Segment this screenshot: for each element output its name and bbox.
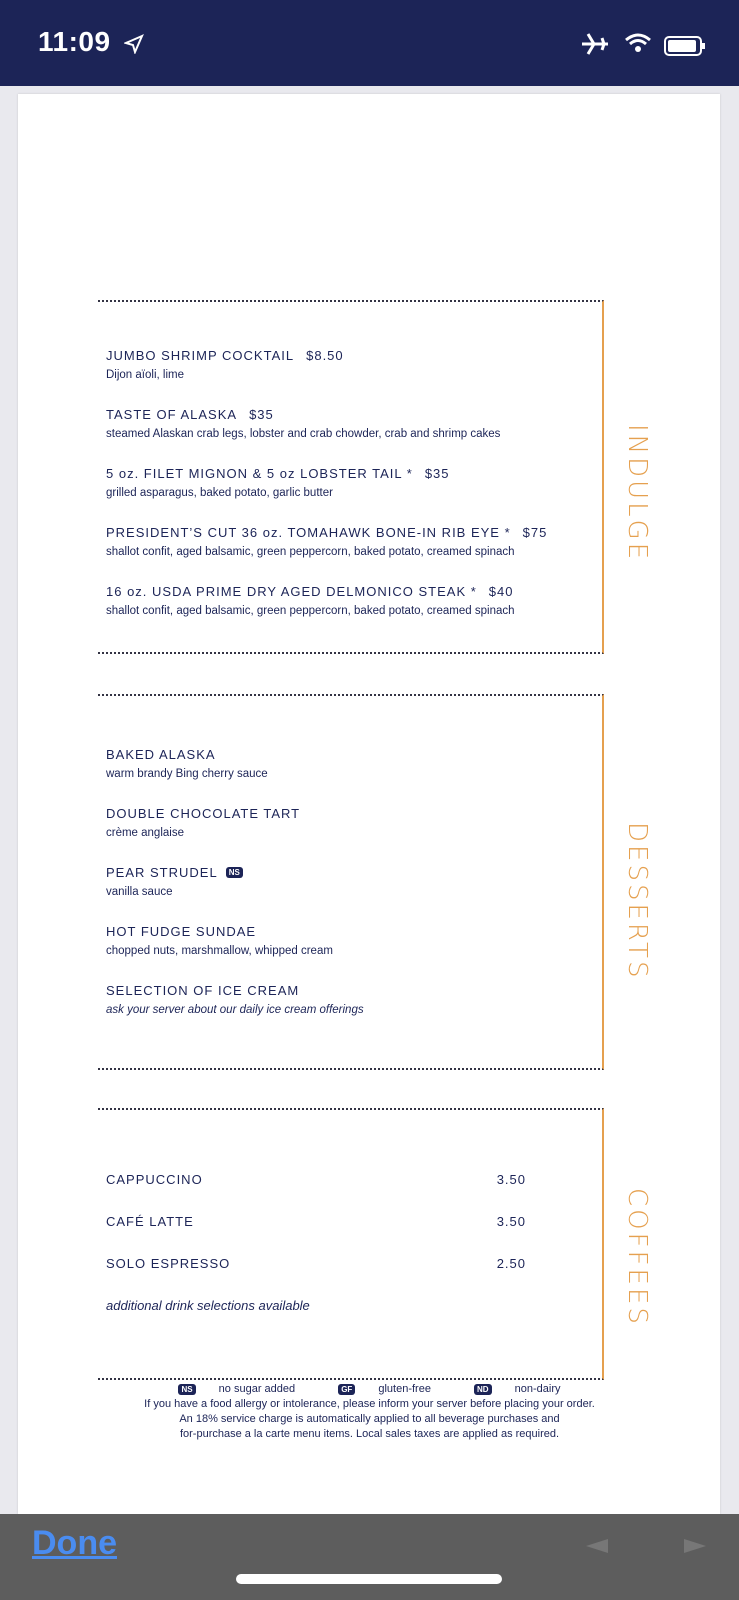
- item-price: 3.50: [496, 1214, 526, 1229]
- coffee-item: [106, 1214, 526, 1229]
- section-desserts: [98, 694, 604, 1070]
- allergy-note: If you have a food allergy or intolerance, please inform your server before placing your order.: [144, 1398, 595, 1410]
- item-description: steamed Alaskan crab legs, lobster and crab chowder, crab and shrimp cakes: [106, 428, 501, 440]
- done-button[interactable]: Done: [32, 1524, 117, 1562]
- item-name: PRESIDENT’S CUT 36 oz. TOMAHAWK BONE-IN RIB EYE *: [106, 525, 511, 540]
- home-indicator[interactable]: [236, 1574, 502, 1584]
- menu-item: [106, 583, 596, 617]
- section-indulge: [98, 300, 604, 654]
- item-description: crème anglaise: [106, 827, 184, 839]
- item-price: $75: [522, 525, 548, 540]
- no-sugar-badge: NS: [178, 1384, 195, 1395]
- item-name: PEAR STRUDEL: [106, 865, 218, 880]
- item-name: CAPPUCCINO: [106, 1172, 203, 1187]
- legend-non-dairy: non-dairy: [514, 1383, 561, 1395]
- legend: [0, 1382, 739, 1442]
- item-description: grilled asparagus, baked potato, garlic butter: [106, 487, 333, 499]
- service-charge-note: An 18% service charge is automatically applied to all beverage purchases and: [179, 1413, 560, 1425]
- no-sugar-badge: NS: [226, 867, 243, 878]
- section-title-coffees: COFFEES: [622, 1188, 652, 1327]
- item-name: BAKED ALASKA: [106, 747, 216, 762]
- wifi-icon: [624, 32, 652, 54]
- legend-keys: [0, 1382, 739, 1397]
- bottom-toolbar: [0, 1514, 739, 1600]
- item-description: ask your server about our daily ice cream offerings: [106, 1004, 364, 1016]
- menu-item: [106, 465, 596, 499]
- location-arrow-icon: [124, 34, 144, 54]
- menu-document[interactable]: [18, 94, 720, 1514]
- previous-page-icon[interactable]: [584, 1536, 610, 1556]
- tax-note: for-purchase a la carte menu items. Local sales taxes are applied as required.: [179, 1428, 560, 1440]
- menu-item: [106, 347, 596, 381]
- menu-item: [106, 746, 596, 780]
- airplane-icon: [580, 32, 610, 56]
- menu-item: [106, 524, 596, 558]
- legend-gluten-free: gluten-free: [378, 1383, 431, 1395]
- section-title-desserts: DESSERTS: [622, 822, 652, 981]
- menu-item: [106, 805, 596, 839]
- item-description: chopped nuts, marshmallow, whipped cream: [106, 945, 333, 957]
- item-name: HOT FUDGE SUNDAE: [106, 924, 257, 939]
- menu-item: [106, 406, 596, 440]
- status-time: 11:09: [38, 26, 111, 57]
- item-description: shallot confit, aged balsamic, green peppercorn, baked potato, creamed spinach: [106, 546, 515, 558]
- menu-item: [106, 864, 596, 898]
- item-description: shallot confit, aged balsamic, green peppercorn, baked potato, creamed spinach: [106, 605, 515, 617]
- item-price: $35: [424, 466, 450, 481]
- coffee-item: [106, 1172, 526, 1187]
- item-name: 5 oz. FILET MIGNON & 5 oz LOBSTER TAIL *: [106, 466, 413, 481]
- item-price: $8.50: [306, 348, 344, 363]
- item-name: DOUBLE CHOCOLATE TART: [106, 806, 301, 821]
- non-dairy-badge: ND: [474, 1384, 492, 1395]
- next-page-icon[interactable]: [682, 1536, 708, 1556]
- item-description: vanilla sauce: [106, 886, 173, 898]
- item-name: SELECTION OF ICE CREAM: [106, 983, 300, 998]
- coffee-item: [106, 1256, 526, 1271]
- status-bar: [0, 0, 739, 86]
- item-price: $40: [488, 584, 514, 599]
- item-price: 2.50: [496, 1256, 526, 1271]
- item-description: warm brandy Bing cherry sauce: [106, 768, 268, 780]
- item-name: SOLO ESPRESSO: [106, 1256, 231, 1271]
- gluten-free-badge: GF: [338, 1384, 355, 1395]
- legend-no-sugar: no sugar added: [218, 1383, 296, 1395]
- coffees-note: additional drink selections available: [106, 1298, 310, 1313]
- menu-item: [106, 982, 596, 1016]
- section-coffees: [98, 1108, 604, 1380]
- item-name: 16 oz. USDA PRIME DRY AGED DELMONICO STEAK *: [106, 584, 477, 599]
- item-name: TASTE OF ALASKA: [106, 407, 238, 422]
- item-price: 3.50: [496, 1172, 526, 1187]
- menu-item: [106, 923, 596, 957]
- item-name: JUMBO SHRIMP COCKTAIL: [106, 348, 295, 363]
- item-description: Dijon aïoli, lime: [106, 369, 184, 381]
- section-title-indulge: INDULGE: [622, 424, 652, 563]
- item-price: $35: [249, 407, 274, 422]
- item-name: CAFÉ LATTE: [106, 1214, 194, 1229]
- battery-icon: [664, 36, 706, 56]
